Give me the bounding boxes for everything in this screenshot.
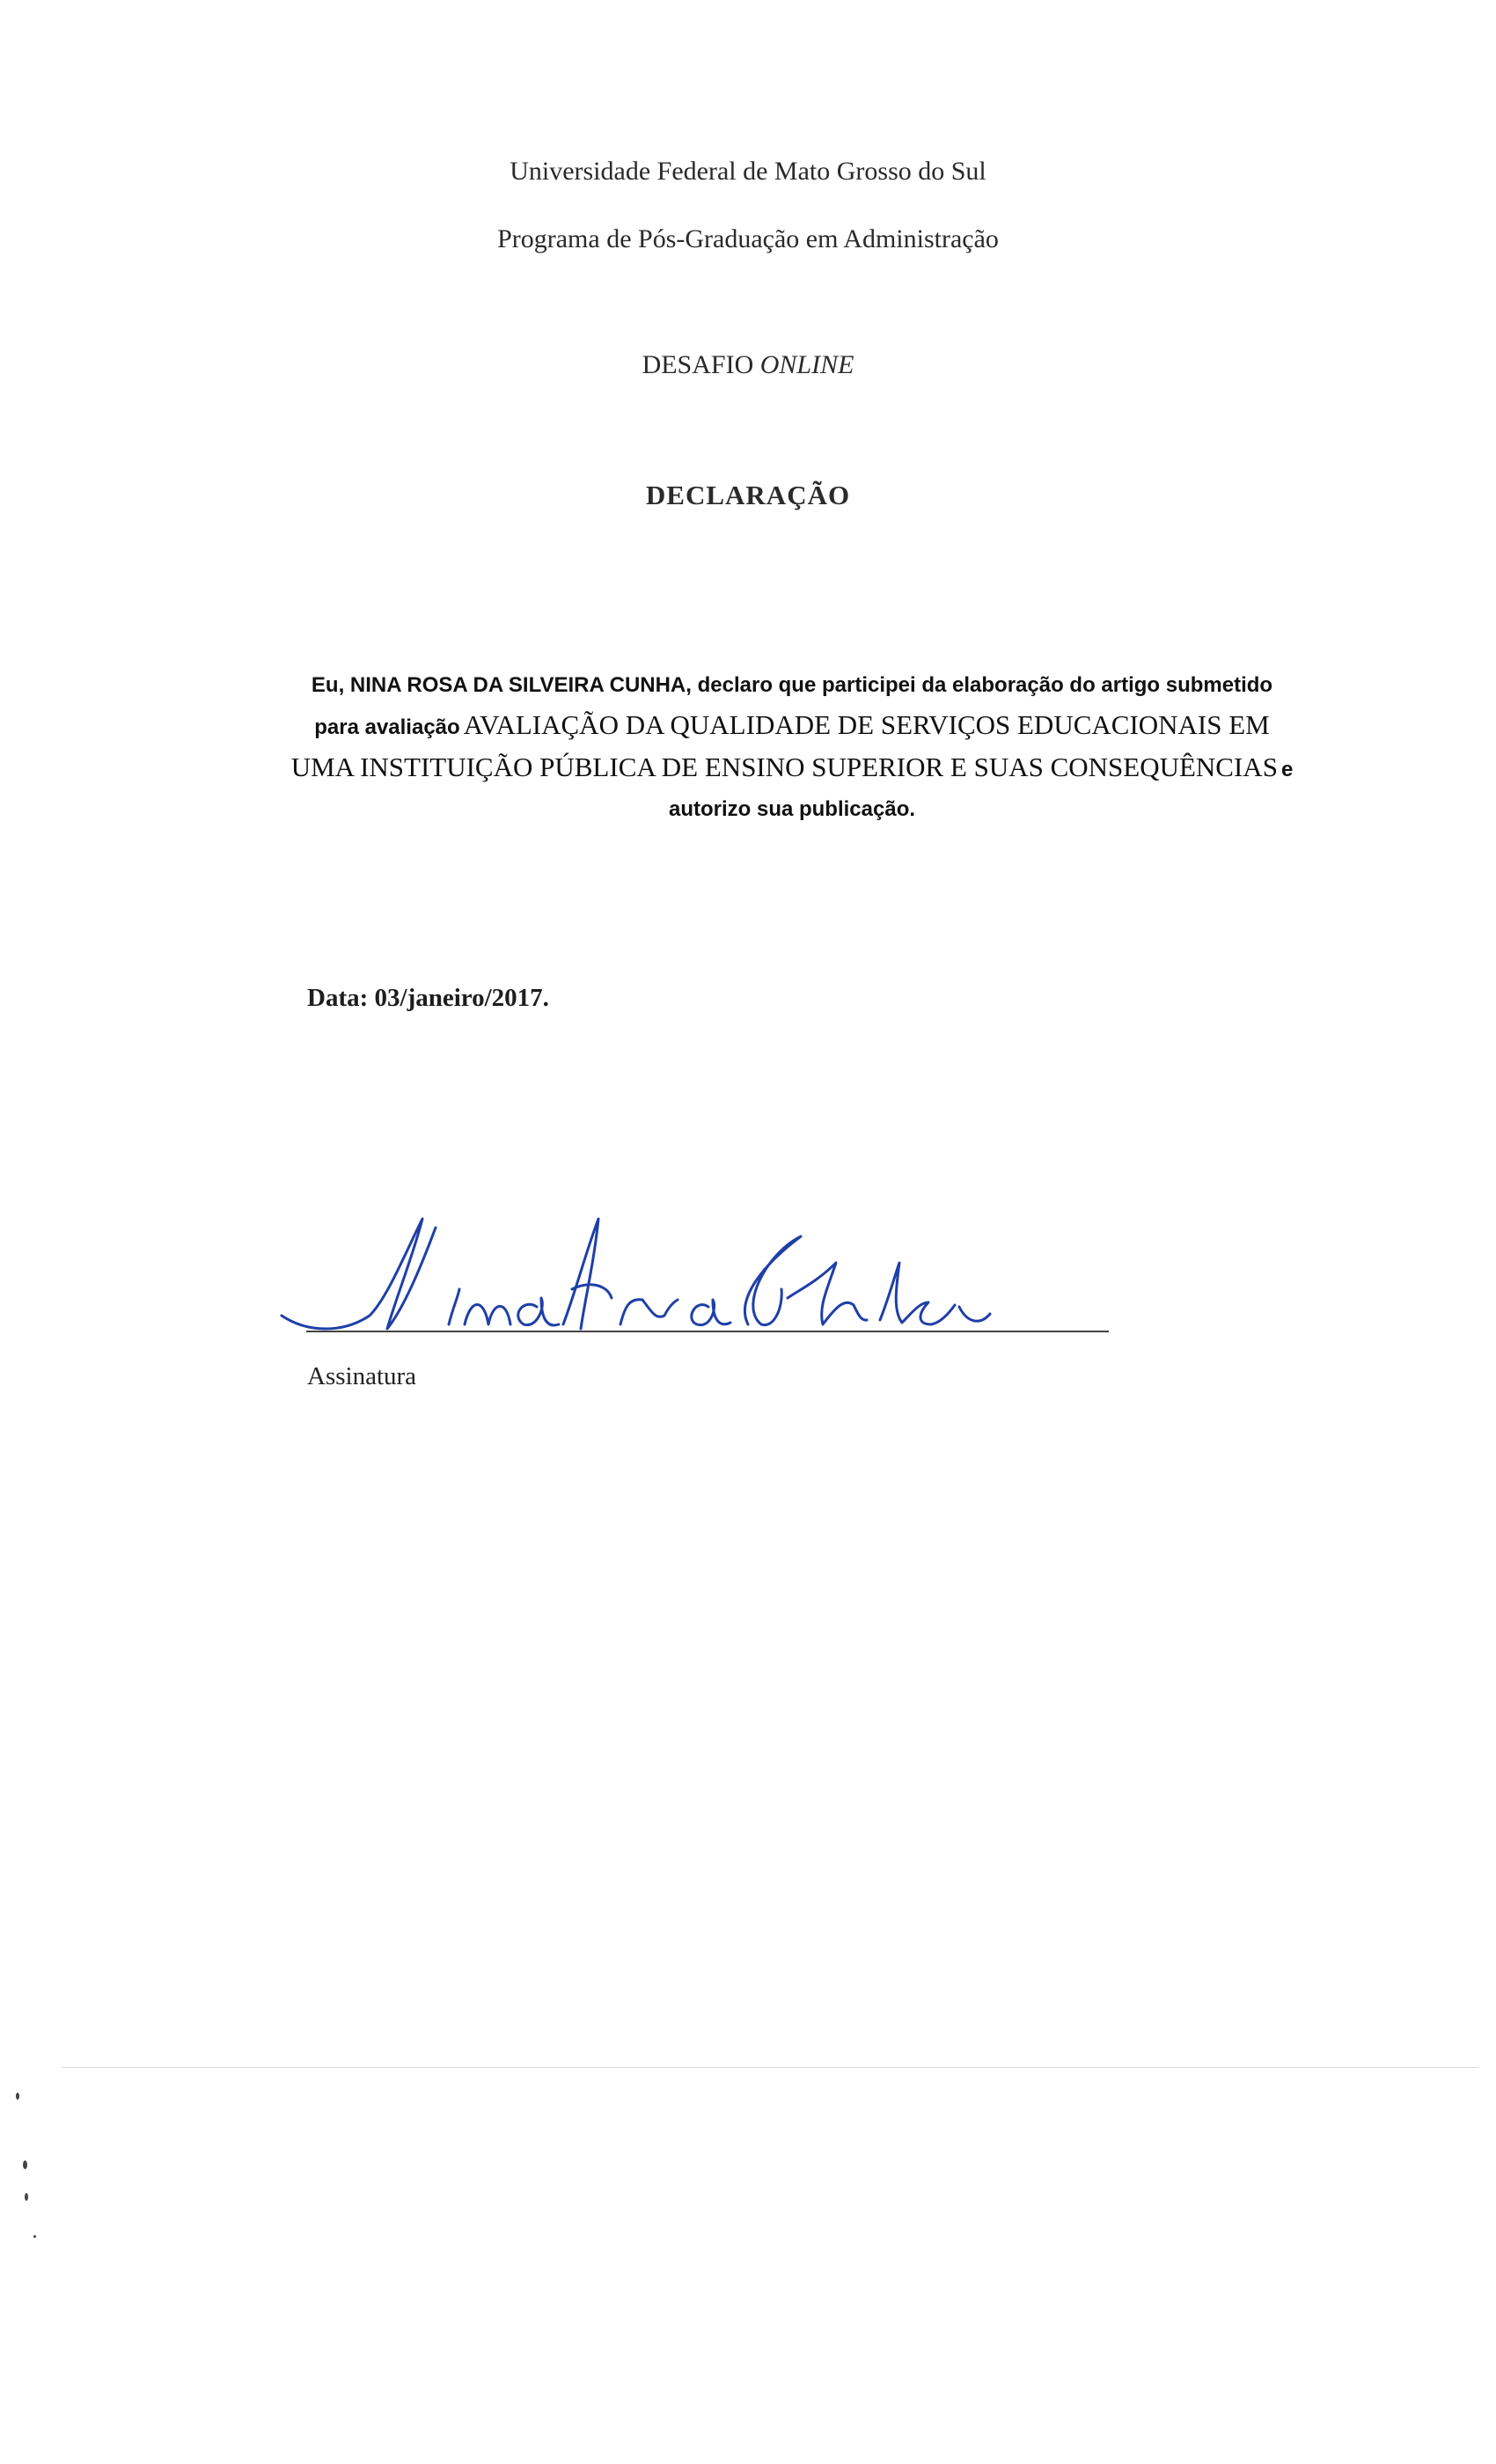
scan-speck xyxy=(25,2193,28,2201)
desafio-italic: ONLINE xyxy=(759,350,854,379)
signature-label: Assinatura xyxy=(307,1362,417,1390)
declaration-intro: Eu, NINA ROSA DA SILVEIRA CUNHA, declaro que participei da elaboração do artigo submetido para avaliação xyxy=(311,673,1273,739)
scan-speck xyxy=(23,2160,27,2169)
article-title: AVALIAÇÃO DA QUALIDADE DE SERVIÇOS EDUCACIONAIS EM UMA INSTITUIÇÃO PÚBLICA DE ENSINO SUPERIOR E SUAS CONSEQUÊNCIAS xyxy=(290,709,1278,782)
university-name: Universidade Federal de Mato Grosso do Sul xyxy=(510,157,986,186)
scan-edge-line xyxy=(62,2067,1478,2068)
desafio-prefix: DESAFIO xyxy=(642,350,754,379)
declaration-title: DECLARAÇÃO xyxy=(645,480,851,510)
date-line: Data: 03/janeiro/2017. xyxy=(307,984,549,1012)
scan-speck xyxy=(16,2093,19,2100)
scan-speck xyxy=(33,2235,36,2238)
declaration-closing: e autorizo sua publicação. xyxy=(668,758,1294,821)
handwritten-signature xyxy=(273,1201,994,1351)
declaration-text xyxy=(290,667,1294,831)
program-name: Programa de Pós-Graduação em Administração xyxy=(497,224,999,253)
signature-line xyxy=(306,1331,1109,1332)
desafio-heading xyxy=(0,350,1496,380)
